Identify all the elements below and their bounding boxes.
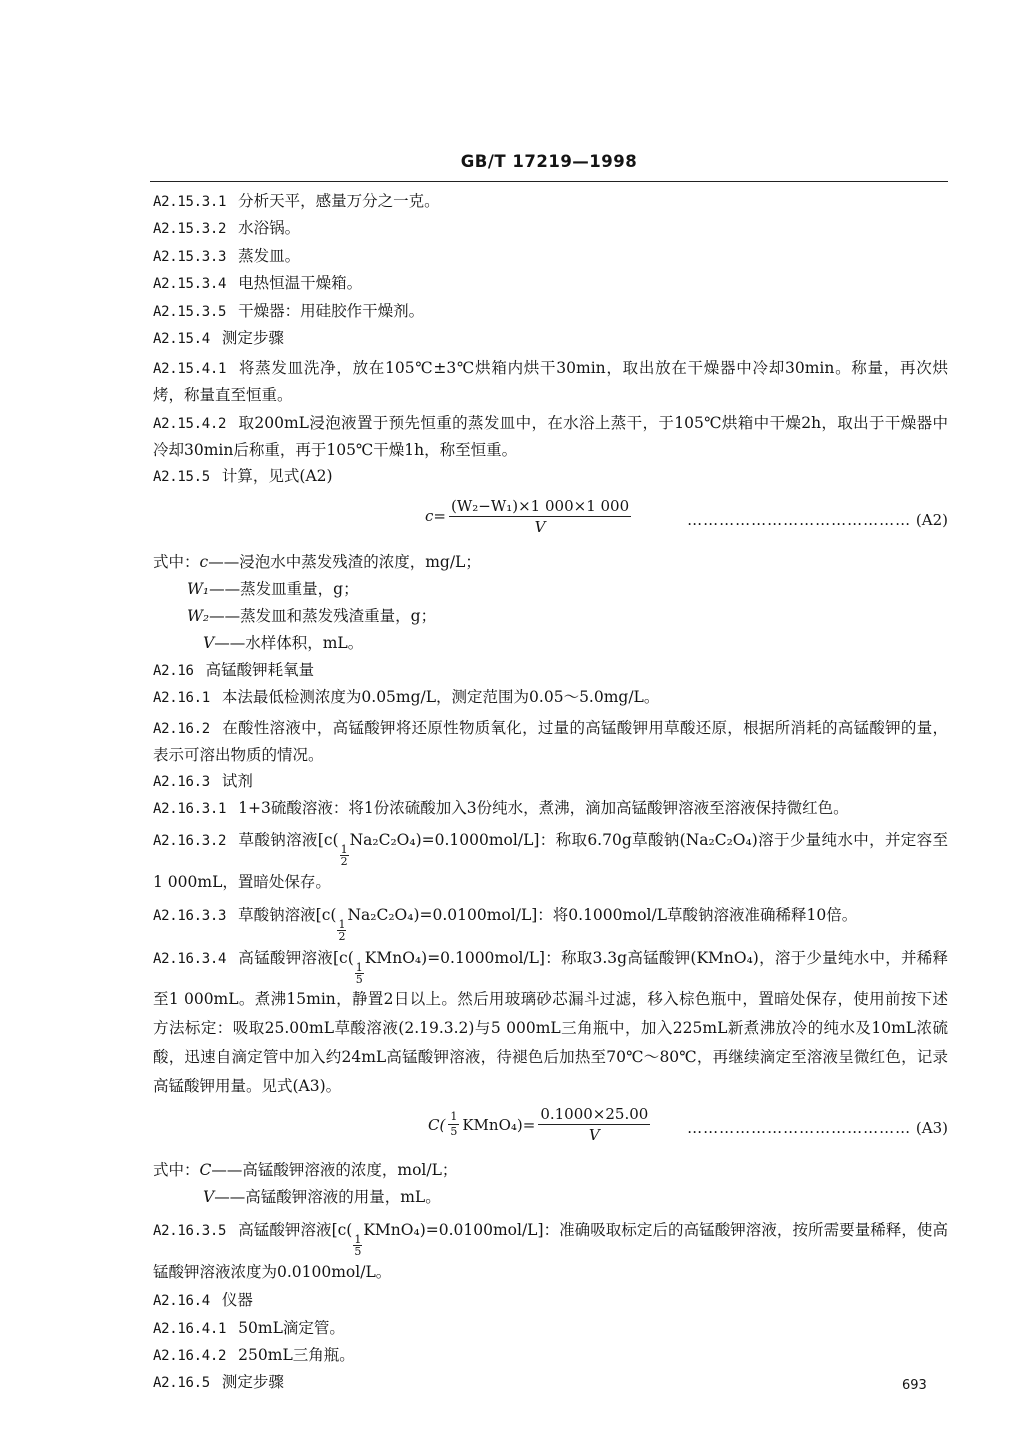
fraction-one-fifth: $\frac{1}{5}$ bbox=[354, 1233, 362, 1259]
item-a2-16-3-2: A2.16.3.2 草酸钠溶液[c( $\frac{1}{2}$ Na₂C₂O₄)=0.1000mol/L]：称取6.70g草酸钠(Na₂C₂O₄)溶于少量纯水中，并定容至1 000mL，置暗处保存。 bbox=[153, 831, 949, 892]
where-list-a2 bbox=[153, 549, 948, 657]
where-a2-row-v: V——水样体积，mL。 bbox=[203, 633, 364, 652]
page-number: 693 bbox=[902, 1378, 927, 1393]
page-header: GB/T 17219—1998 bbox=[460, 152, 638, 171]
item-a2-16-3-1: A2.16.3.1 1+3硫酸溶液：将1份浓硫酸加入3份纯水，煮沸，滴加高锰酸钾溶液至溶液保持微红色。 bbox=[153, 798, 849, 817]
formula-a3-denominator: V bbox=[588, 1126, 600, 1145]
formula-a3-label: (A3) bbox=[915, 1119, 948, 1138]
fraction-one-half: $\frac{1}{2}$ bbox=[338, 918, 346, 944]
item-a2-16-4-2: A2.16.4.2 250mL三角瓶。 bbox=[153, 1346, 355, 1365]
where-a3-row-c: 式中：C——高锰酸钾溶液的浓度，mol/L； bbox=[153, 1161, 458, 1180]
item-a2-15-3-1: A2.15.3.1 分析天平，感量万分之一克。 bbox=[153, 192, 440, 210]
formula-a2-expression bbox=[425, 497, 634, 536]
where-a2-row-w1: W₁——蒸发皿重量，g； bbox=[187, 579, 359, 598]
formula-a3-lhs-fraction: $\frac{1}{5}$ bbox=[450, 1110, 458, 1139]
item-a2-16: A2.16 高锰酸钾耗氧量 bbox=[153, 660, 315, 679]
item-a2-15-4-2: A2.15.4.2 取200mL浸泡液置于预先恒重的蒸发皿中，在水浴上蒸干，于105℃烘箱中干燥2h，取出于干燥器中冷却30min后称重，再于105℃干燥1h，称至恒重。 bbox=[153, 414, 948, 460]
header-rule bbox=[150, 181, 948, 182]
item-a2-16-4: A2.16.4 仪器 bbox=[153, 1291, 253, 1310]
formula-a2-leader bbox=[687, 509, 948, 532]
item-a2-16-4-1: A2.16.4.1 50mL滴定管。 bbox=[153, 1318, 345, 1337]
where-list-a3 bbox=[153, 1157, 948, 1211]
fraction-one-fifth: $\frac{1}{5}$ bbox=[355, 961, 363, 987]
item-a2-16-3-4: A2.16.3.4 高锰酸钾溶液[c( $\frac{1}{5}$ KMnO₄)=0.1000mol/L]：称取3.3g高锰酸钾(KMnO₄)，溶于少量纯水中，并稀释至1 000mL。煮沸15min，静置2日以上。然后用玻璃砂芯漏斗过滤，移入棕色瓶中，置暗处保存，使用前按下述方法标定：吸取25.00mL草酸溶液(2.19.3.2)与5 000mL三角瓶中，加入225mL新煮沸放冷的纯水及10mL浓硫酸，迅速自滴定管中加入约24mL高锰酸钾溶液，待褪色后加热至70℃～80℃，再继续滴定至溶液呈微红色，记录高锰酸钾用量。见式(A3)。 bbox=[153, 949, 948, 1096]
item-a2-16-3-3: A2.16.3.3 草酸钠溶液[c( $\frac{1}{2}$ Na₂C₂O₄)=0.0100mol/L]：将0.1000mol/L草酸钠溶液准确稀释10倍。 bbox=[153, 906, 858, 944]
item-a2-15-3-2: A2.15.3.2 水浴锅。 bbox=[153, 219, 301, 238]
where-a2-row-c: 式中：c——浸泡水中蒸发残渣的浓度，mg/L； bbox=[153, 552, 481, 571]
formula-a2-dots: …………………………………… bbox=[687, 510, 912, 529]
formula-a2 bbox=[153, 497, 948, 543]
fraction-one-half: $\frac{1}{2}$ bbox=[340, 843, 348, 869]
formula-a3-dots: …………………………………… bbox=[687, 1119, 912, 1138]
formula-a3-leader bbox=[687, 1117, 948, 1140]
item-a2-16-5: A2.16.5 测定步骤 bbox=[153, 1373, 284, 1392]
item-a2-15-3-4: A2.15.3.4 电热恒温干燥箱。 bbox=[153, 274, 363, 293]
item-a2-15-4: A2.15.4 测定步骤 bbox=[153, 328, 284, 347]
formula-a2-fraction bbox=[449, 497, 631, 536]
document-body bbox=[153, 190, 948, 1399]
item-a2-16-3-5: A2.16.3.5 高锰酸钾溶液[c( $\frac{1}{5}$ KMnO₄)=0.0100mol/L]：准确吸取标定后的高锰酸钾溶液，按所需要量稀释，使高锰酸钾溶液浓度为0.0100mol/L。 bbox=[153, 1221, 948, 1282]
where-a2-row-w2: W₂——蒸发皿和蒸发残渣重量，g； bbox=[187, 606, 437, 625]
formula-a3 bbox=[153, 1105, 948, 1151]
formula-a2-label: (A2) bbox=[915, 510, 948, 529]
where-a3-row-v: V——高锰酸钾溶液的用量，mL。 bbox=[203, 1188, 441, 1207]
item-a2-15-3-3: A2.15.3.3 蒸发皿。 bbox=[153, 246, 301, 265]
item-a2-16-2: A2.16.2 在酸性溶液中，高锰酸钾将还原性物质氧化，过量的高锰酸钾用草酸还原，根据所消耗的高锰酸钾的量，表示可溶出物质的情况。 bbox=[153, 718, 948, 764]
formula-a2-denominator: V bbox=[534, 517, 546, 536]
formula-a3-fraction bbox=[538, 1105, 650, 1144]
formula-a2-lhs: c= bbox=[425, 506, 446, 525]
item-a2-16-1: A2.16.1 本法最低检测浓度为0.05mg/L，测定范围为0.05～5.0mg/L。 bbox=[153, 688, 660, 707]
item-a2-16-3: A2.16.3 试剂 bbox=[153, 771, 253, 790]
formula-a3-numerator: 0.1000×25.00 bbox=[540, 1105, 649, 1124]
item-a2-15-3-5: A2.15.3.5 干燥器：用硅胶作干燥剂。 bbox=[153, 301, 425, 320]
item-a2-15-4-1: A2.15.4.1 将蒸发皿洗净，放在105℃±3℃烘箱内烘干30min，取出放在干燥器中冷却30min。称量，再次烘烤，称量直至恒重。 bbox=[153, 359, 948, 405]
formula-a2-numerator: (W₂−W₁)×1 000×1 000 bbox=[450, 496, 630, 515]
item-a2-15-5: A2.15.5 计算，见式(A2) bbox=[153, 467, 333, 486]
formula-a3-expression: C( $\frac{1}{5}$ KMnO₄)= $\frac{0.1000\times 25.00}{V}$ bbox=[428, 1105, 649, 1145]
